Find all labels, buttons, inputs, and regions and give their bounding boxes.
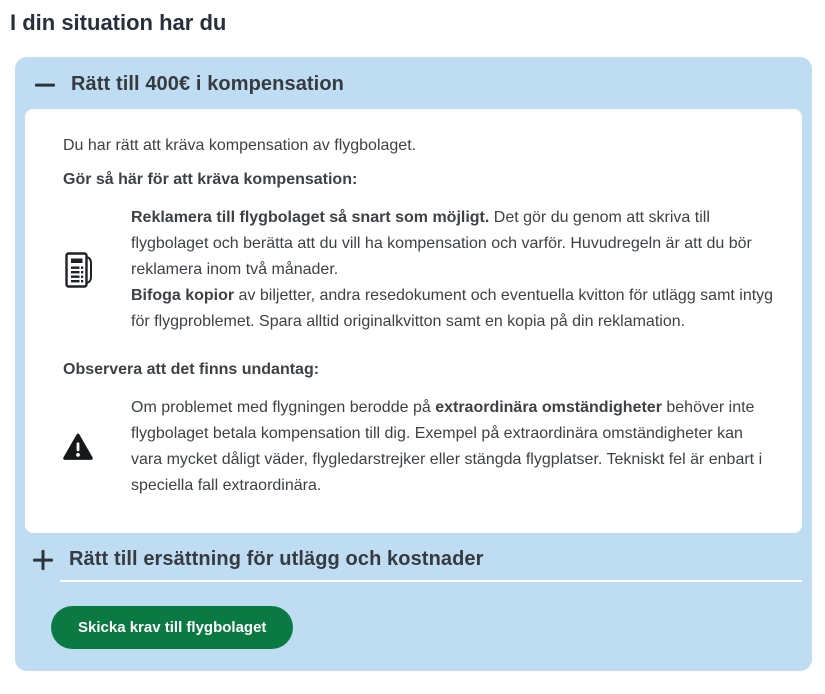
page-title: I din situation har du [10,10,227,35]
intro-text: Du har rätt att kräva kompensation av flygbolaget. [63,137,417,154]
receipt-icon [63,250,93,290]
steps-text [131,205,774,335]
accordion-divider [60,580,802,582]
step-paragraph: Reklamera till flygbolaget så snart som möjligt. Det gör du genom att skriva till flygbolaget och berätta att du vill ha kompensation och varför. Huvudregeln är att du bör reklamera inom två månader. [131,209,752,278]
compensation-card [25,109,802,533]
plus-icon [32,549,54,571]
accordion-header-ersattning[interactable] [15,533,812,580]
situation-panel [15,57,812,671]
send-claim-button[interactable]: Skicka krav till flygbolaget [51,606,293,649]
exception-heading: Observera att det finns undantag: [63,361,320,378]
steps-heading: Gör så här för att kräva kompensation: [63,171,358,188]
exception-block [63,395,774,499]
warning-icon [63,432,93,462]
accordion-title: Rätt till ersättning för utlägg och kostnader [69,548,484,570]
step-paragraph: Bifoga kopior av biljetter, andra resedokument och eventuella kvitton för utlägg samt intyg för flygproblemet. Spara alltid originalkvitton samt en kopia på din reklamation. [131,287,774,330]
minus-icon [34,74,56,96]
accordion-header-kompensation[interactable] [15,57,812,109]
exception-paragraph: Om problemet med flygningen berodde på extraordinära omständigheter behöver inte flygbolaget betala kompensation till dig. Exempel på extraordinära omständigheter kan vara mycket dåligt väder, flygledarstrejker eller stängda flygplatser. Tekniskt fel är enbart i speciella fall extraordinära. [131,399,763,494]
exception-text [131,395,774,499]
steps-block [63,205,774,335]
accordion-title: Rätt till 400€ i kompensation [71,73,344,95]
